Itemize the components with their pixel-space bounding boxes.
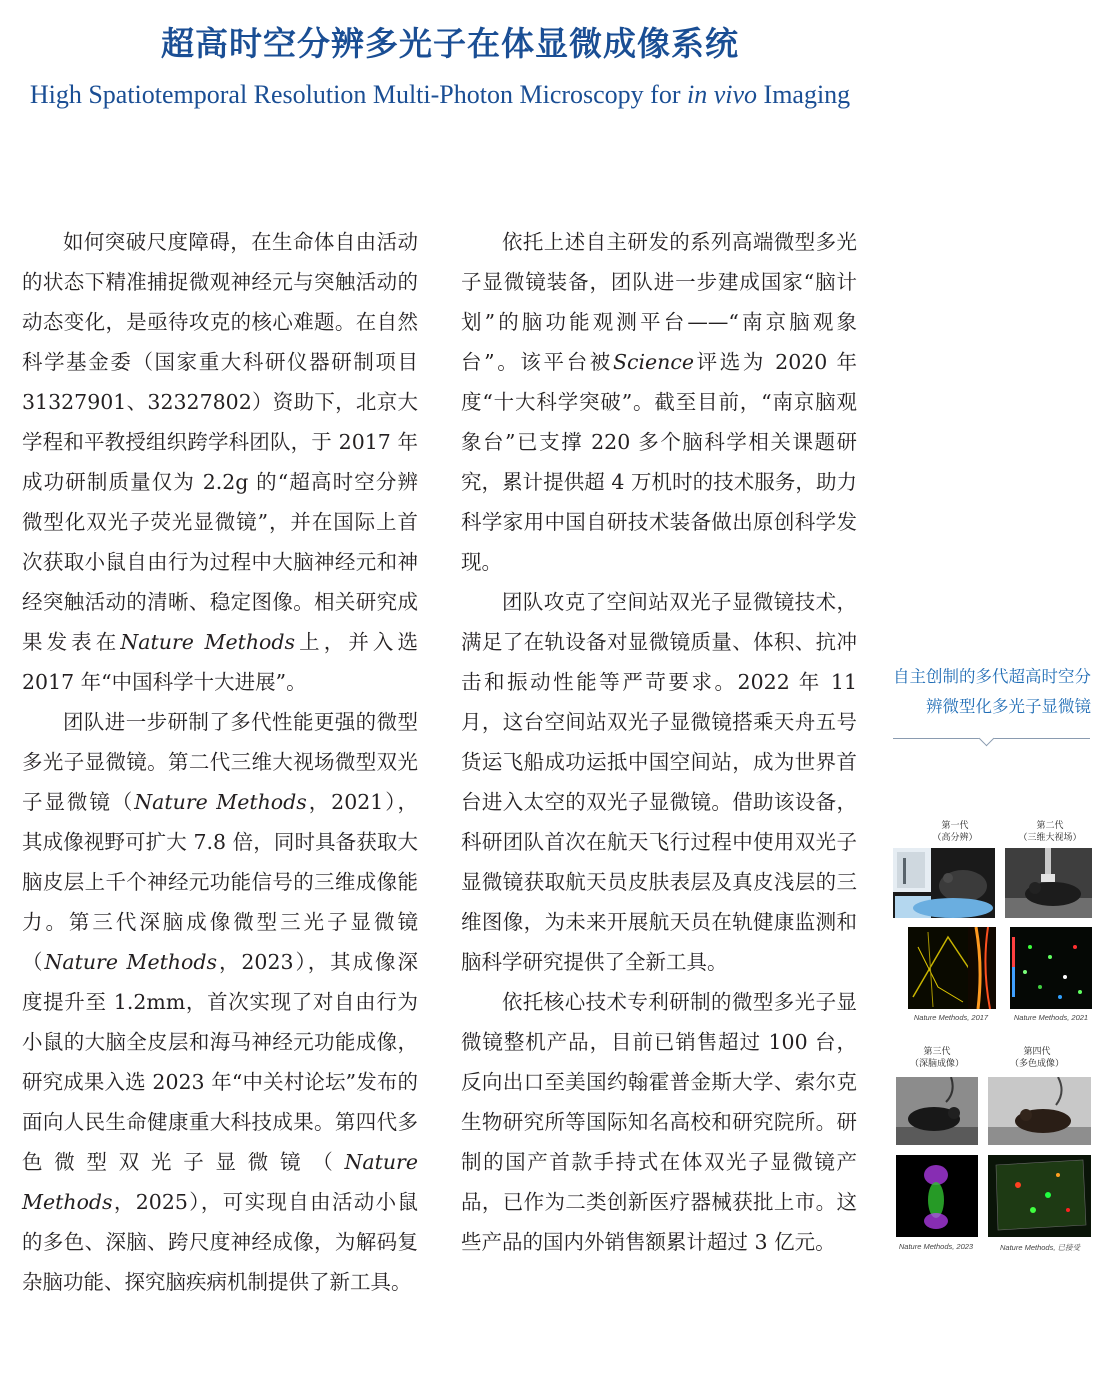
left-paragraph-1 [22, 222, 418, 702]
page-title: 超高时空分辨多光子在体显微成像系统 [161, 24, 739, 63]
right-column [461, 222, 857, 1262]
gen3-citation: Nature Methods, 2023 [898, 1242, 974, 1251]
gen4-citation: Nature Methods, 已接受 [999, 1243, 1081, 1252]
journal-name: Nature Methods [22, 1150, 418, 1214]
gen4-photo [988, 1077, 1091, 1145]
journal-name: Science [612, 350, 694, 374]
gen1-micrograph [908, 927, 996, 1009]
text-run: ，2021），其成像视野可扩大 7.8 倍，同时具备获取大脑皮层上千个神经元功能信号的三维成像能力。第三代深脑成像微型三光子显微镜（ [22, 790, 418, 974]
subtitle-part-1: High Spatiotemporal Resolution Multi-Photon Microscopy for [29, 80, 687, 109]
text-run: 上，并入选 2017 年“中国科学十大进展”。 [22, 630, 418, 694]
journal-name: Nature Methods [120, 630, 296, 654]
text-run: 团队进一步研制了多代性能更强的微型多光子显微镜。第二代三维大视场微型双光子显微镜（ [22, 710, 418, 814]
subtitle-italic: in vivo [687, 80, 758, 109]
text-run: 如何突破尺度障碍，在生命体自由活动的状态下精准捕捉微观神经元与突触活动的动态变化，是亟待攻克的核心难题。在自然科学基金委（国家重大科研仪器研制项目 31327901、32327802）资助下，北京大学程和平教授组织跨学科团队，于 2017 年成功研制质量仅为 2.2g 的“超高时空分辨微型化双光子荧光显微镜”，并在国际上首次获取小鼠自由行为过程中大脑神经元和神经突触活动的清晰、稳定图像。相关研究成果发表在 [22, 230, 418, 654]
right-paragraph-3: 依托核心技术专利研制的微型多光子显微镜整机产品，目前已销售超过 100 台，反向出口至美国约翰霍普金斯大学、索尔克生物研究所等国际知名高校和研究院所。研制的国产首款手持式在体双光子显微镜产品，已作为二类创新医疗器械获批上市。这些产品的国内外销售额累计超过 3 亿元。 [461, 990, 857, 1254]
text-run: 依托上述自主研发的系列高端微型多光子显微镜装备，团队进一步建成国家“脑计划”的脑功能观测平台——“南京脑观象台”。该平台被 [461, 230, 857, 374]
left-paragraph-2 [22, 702, 418, 1302]
figure-caption: 自主创制的多代超高时空分辨微型化多光子显微镜 [893, 667, 1091, 716]
left-column [22, 222, 418, 1302]
gen2-micrograph [1010, 927, 1092, 1009]
gen1-photo [893, 848, 995, 918]
text-run: 评选为 2020 年度“十大科学突破”。截至目前，“南京脑观象台”已支撑 220 多个脑科学相关课题研究，累计提供超 4 万机时的技术服务，助力科学家用中国自研技术装备做出原创科学发现。 [461, 350, 857, 574]
chevron-down-icon [979, 731, 995, 747]
gen2-photo [1005, 848, 1092, 918]
journal-name: Nature Methods [134, 790, 307, 814]
gen3-micrograph [896, 1155, 978, 1237]
journal-name: Nature Methods [44, 950, 217, 974]
right-paragraph-1 [461, 222, 857, 582]
gen2-citation: Nature Methods, 2021 [1013, 1013, 1089, 1022]
gen4-label: 第四代 （多色成像） [1009, 1047, 1064, 1069]
subtitle-part-3: Imaging [757, 80, 851, 109]
text-run: ，2025），可实现自由活动小鼠的多色、深脑、跨尺度神经成像，为解码复杂脑功能、探究脑疾病机制提供了新工具。 [22, 1190, 418, 1294]
gen2-label: 第二代 （三维大视场） [1018, 821, 1082, 843]
right-paragraph-2: 团队攻克了空间站双光子显微镜技术，满足了在轨设备对显微镜质量、体积、抗冲击和振动性能等严苛要求。2022 年 11 月，这台空间站双光子显微镜搭乘天舟五号货运飞船成功运抵中国空间站，成为世界首台进入太空的双光子显微镜。借助该设备，科研团队首次在航天飞行过程中使用双光子显微镜获取航天员皮肤表层及真皮浅层的三维图像，为未来开展航天员在轨健康监测和脑科学研究提供了全新工具。 [461, 590, 857, 974]
gen1-label: 第一代 （高分辨） [932, 821, 978, 843]
gen3-photo [896, 1077, 978, 1145]
page-subtitle [0, 80, 880, 110]
gen4-micrograph [988, 1155, 1091, 1237]
gen3-label: 第三代 （深脑成像） [909, 1047, 964, 1069]
text-run: ，2023），其成像深度提升至 1.2mm，首次实现了对自由行为小鼠的大脑全皮层和海马神经元功能成像，研究成果入选 2023 年“中关村论坛”发布的面向人民生命健康重大科技成果。第四代多色微型双光子显微镜（ [22, 950, 418, 1174]
gen1-citation: Nature Methods, 2017 [913, 1013, 989, 1022]
